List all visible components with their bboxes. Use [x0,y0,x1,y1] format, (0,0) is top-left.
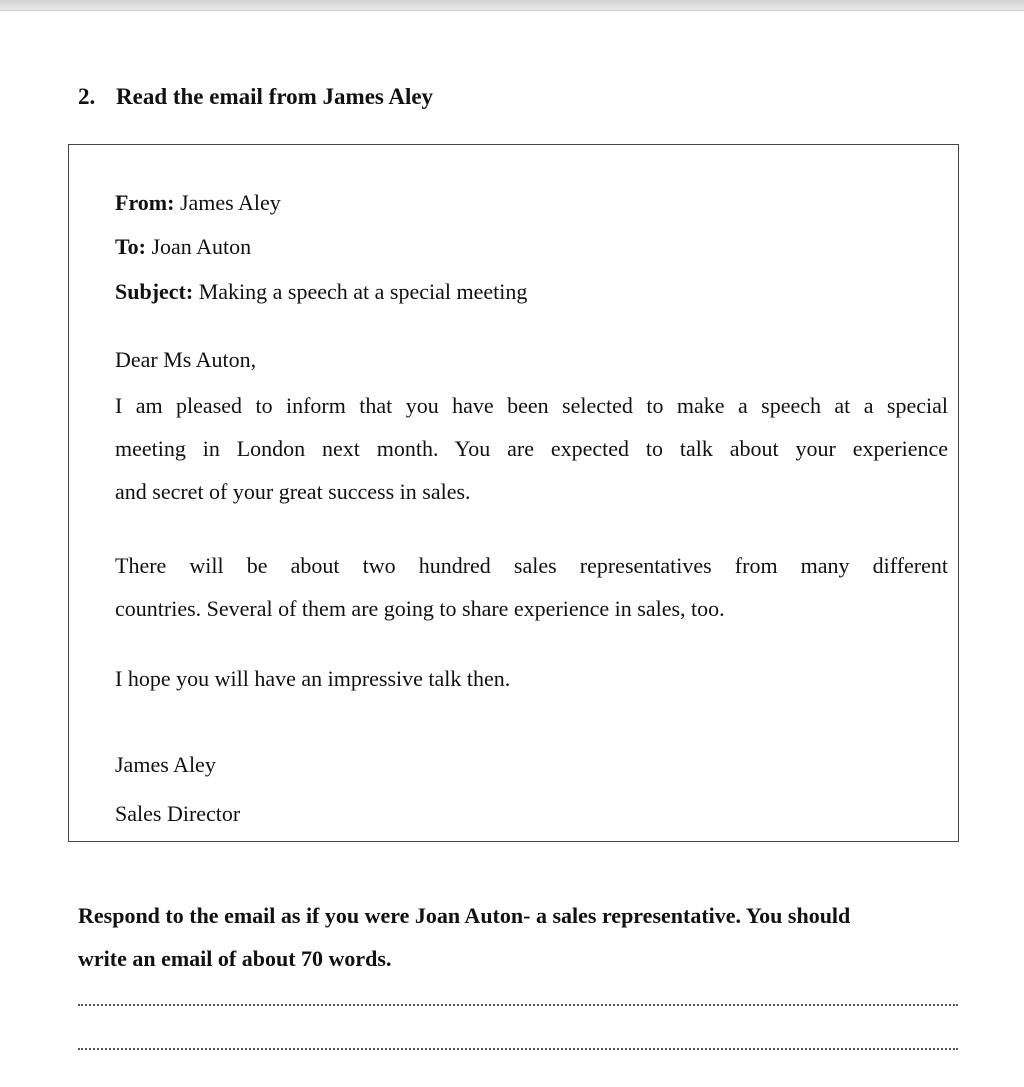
email-from-line [115,190,281,216]
signature-name: James Aley [115,752,216,777]
paragraph-2-line: countries. Several of them are going to share experience in sales, too. [115,596,725,621]
question-heading [78,84,433,110]
instruction-line: write an email of about 70 words. [78,946,392,971]
paragraph-1-line: and secret of your great success in sales. [115,479,471,504]
paragraph-2-line: There will be about two hundred sales representatives from many different [115,553,948,578]
from-value: James Aley [179,190,281,215]
email-paragraph-1 [115,384,948,513]
subject-value: Making a speech at a special meeting [198,279,528,304]
question-title: Read the email from James Aley [116,84,434,109]
paragraph-1-line: I am pleased to inform that you have been selected to make a speech at a special [115,393,948,418]
email-closing: I hope you will have an impressive talk then. [115,666,511,691]
paragraph-1-line: meeting in London next month. You are expected to talk about your experience [115,436,948,461]
email-greeting: Dear Ms Auton, [115,347,257,372]
answer-line[interactable] [78,1048,958,1050]
email-paragraph-2 [115,544,948,630]
question-number: 2. [78,84,96,109]
answer-line[interactable] [78,1004,958,1006]
signature-title: Sales Director [115,801,241,826]
window-top-bar [0,0,1024,11]
email-subject-line [115,279,527,305]
from-label: From: [115,190,175,215]
subject-label: Subject: [115,279,194,304]
to-value: Joan Auton [151,234,252,259]
email-to-line [115,234,251,260]
instruction-text [78,894,978,980]
to-label: To: [115,234,146,259]
instruction-line: Respond to the email as if you were Joan Auton- a sales representative. You should [78,903,851,928]
